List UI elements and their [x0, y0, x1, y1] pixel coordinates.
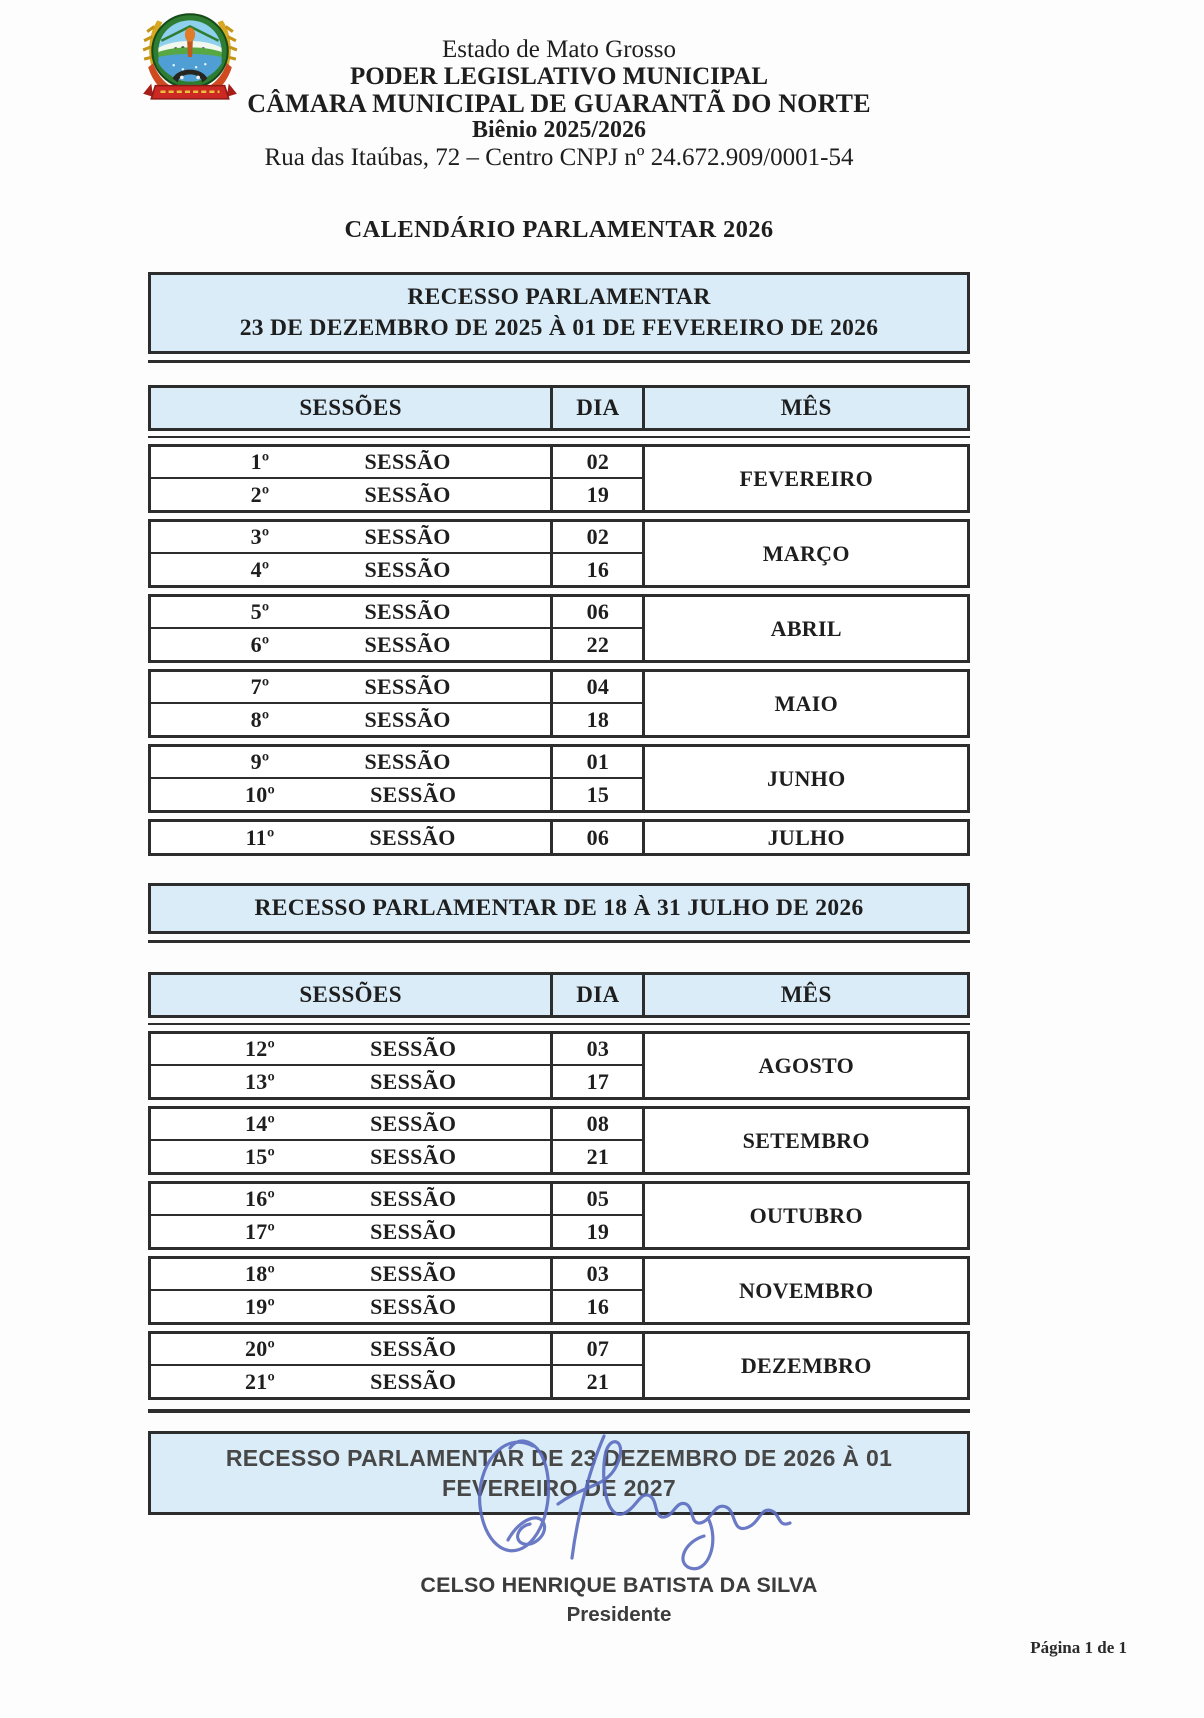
session-ordinal: 2º — [250, 481, 270, 507]
session-word: SESSÃO — [370, 1368, 457, 1394]
session-word: SESSÃO — [364, 631, 451, 657]
session-cell — [151, 672, 553, 704]
session-word: SESSÃO — [370, 1293, 457, 1319]
table-body — [148, 444, 970, 856]
chamber-name: CÂMARA MUNICIPAL DE GUARANTÃ DO NORTE — [247, 89, 871, 118]
day-cell: 19 — [553, 479, 645, 510]
session-ordinal: 1º — [250, 449, 270, 474]
session-ordinal: 15º — [244, 1143, 276, 1169]
month-group — [148, 1181, 970, 1250]
session-ordinal: 18º — [244, 1261, 276, 1286]
recess-banner-3 — [148, 1431, 970, 1515]
month-cell: JUNHO — [766, 765, 846, 791]
session-cell — [151, 1066, 553, 1097]
session-cell — [151, 1216, 553, 1247]
day-cell: 01 — [553, 747, 645, 779]
recess-banner-1 — [148, 272, 970, 354]
session-ordinal: 5º — [250, 599, 270, 624]
session-cell — [151, 597, 553, 629]
sessions-table-second-semester — [148, 972, 970, 1400]
month-group — [148, 1106, 970, 1175]
state-name: Estado de Mato Grosso — [442, 36, 676, 63]
signer-role: Presidente — [566, 1603, 672, 1626]
day-cell: 03 — [553, 1034, 645, 1066]
month-cell: NOVEMBRO — [739, 1277, 874, 1303]
session-cell — [151, 1259, 553, 1291]
session-word: SESSÃO — [370, 1111, 457, 1136]
day-cell: 02 — [553, 447, 645, 479]
letterhead — [148, 0, 970, 184]
session-word: SESSÃO — [364, 556, 451, 582]
month-group — [148, 1031, 970, 1100]
session-word: SESSÃO — [369, 824, 456, 850]
month-group — [148, 519, 970, 588]
coat-of-arms-logo — [134, 2, 246, 106]
session-cell — [151, 1034, 553, 1066]
biennium: Biênio 2025/2026 — [471, 117, 646, 143]
session-word: SESSÃO — [370, 1261, 457, 1286]
recess-banner-2 — [148, 883, 970, 934]
legislative-branch: PODER LEGISLATIVO MUNICIPAL — [349, 63, 769, 90]
session-ordinal: 20º — [244, 1336, 276, 1361]
session-word: SESSÃO — [364, 449, 451, 474]
month-cell: AGOSTO — [758, 1052, 854, 1078]
session-word: SESSÃO — [370, 1218, 457, 1244]
session-cell — [151, 447, 553, 479]
recess-banner-2-text: RECESSO PARLAMENTAR DE 18 À 31 JULHO DE 2026 — [254, 895, 864, 921]
month-group — [148, 594, 970, 663]
day-cell: 18 — [553, 704, 645, 735]
month-group — [148, 1331, 970, 1400]
month-cell: MAIO — [774, 690, 838, 716]
letterhead-text — [148, 36, 970, 171]
column-header-month: MÊS — [780, 982, 832, 1007]
month-group — [148, 819, 970, 856]
month-cell: MARÇO — [762, 540, 850, 566]
session-cell — [151, 747, 553, 779]
month-cell: JULHO — [767, 824, 845, 850]
session-ordinal: 13º — [244, 1068, 276, 1094]
session-ordinal: 3º — [250, 524, 270, 549]
session-ordinal: 14º — [244, 1111, 276, 1136]
recess-banner-3-line2: FEVEREIRO DE 2027 — [442, 1475, 676, 1501]
session-cell — [151, 1291, 553, 1322]
session-word: SESSÃO — [370, 1068, 457, 1094]
signer-name: CELSO HENRIQUE BATISTA DA SILVA — [420, 1573, 818, 1597]
table-header-row — [148, 385, 970, 431]
rule-under-banner-1 — [148, 360, 970, 363]
day-cell: 21 — [553, 1366, 645, 1397]
rule-under-banner-2 — [148, 940, 970, 943]
session-cell — [151, 522, 553, 554]
session-ordinal: 16º — [244, 1186, 276, 1211]
column-header-day: DIA — [553, 975, 645, 1015]
day-cell: 17 — [553, 1066, 645, 1097]
session-word: SESSÃO — [370, 1186, 457, 1211]
session-ordinal: 21º — [244, 1368, 276, 1394]
day-cell: 22 — [553, 629, 645, 660]
month-cell: FEVEREIRO — [739, 465, 873, 491]
session-cell — [151, 1184, 553, 1216]
month-cell: SETEMBRO — [742, 1127, 870, 1153]
session-ordinal: 4º — [250, 556, 270, 582]
session-cell — [151, 554, 553, 585]
month-cell: DEZEMBRO — [740, 1352, 872, 1378]
session-ordinal: 10º — [244, 781, 276, 807]
month-cell: OUTUBRO — [749, 1202, 863, 1228]
signature-block — [208, 1573, 1030, 1627]
column-header-day: DIA — [553, 388, 645, 428]
sessions-table-first-semester — [148, 385, 970, 856]
day-cell: 04 — [553, 672, 645, 704]
month-group — [148, 669, 970, 738]
session-cell — [151, 1109, 553, 1141]
day-cell: 03 — [553, 1259, 645, 1291]
session-cell — [151, 1141, 553, 1172]
address-cnpj: Rua das Itaúbas, 72 – Centro CNPJ nº 24.672.909/0001-54 — [264, 144, 854, 171]
session-cell — [151, 704, 553, 735]
session-cell — [151, 779, 553, 810]
recess-banner-3-line1: RECESSO PARLAMENTAR DE 23 DEZEMBRO DE 2026 À 01 — [225, 1445, 893, 1471]
session-ordinal: 19º — [244, 1293, 276, 1319]
month-cell: ABRIL — [770, 615, 842, 641]
session-ordinal: 17º — [244, 1218, 276, 1244]
day-cell: 07 — [553, 1334, 645, 1366]
rule-under-table-header — [148, 436, 970, 438]
document-title: CALENDÁRIO PARLAMENTAR 2026 — [344, 216, 774, 243]
session-word: SESSÃO — [370, 781, 457, 807]
session-cell — [151, 1334, 553, 1366]
month-group — [148, 1256, 970, 1325]
day-cell: 21 — [553, 1141, 645, 1172]
month-group — [148, 744, 970, 813]
session-ordinal: 11º — [245, 824, 275, 850]
day-cell: 08 — [553, 1109, 645, 1141]
day-cell: 19 — [553, 1216, 645, 1247]
page-number: Página 1 de 1 — [1030, 1638, 1127, 1657]
day-cell: 15 — [553, 779, 645, 810]
day-cell: 02 — [553, 522, 645, 554]
session-cell — [151, 479, 553, 510]
session-cell — [151, 822, 553, 853]
session-ordinal: 12º — [244, 1036, 276, 1061]
session-ordinal: 6º — [250, 631, 270, 657]
recess-banner-1-line1: RECESSO PARLAMENTAR — [407, 284, 711, 310]
session-word: SESSÃO — [370, 1143, 457, 1169]
session-word: SESSÃO — [364, 481, 451, 507]
recess-banner-1-line2: 23 DE DEZEMBRO DE 2025 À 01 DE FEVEREIRO DE 2026 — [239, 315, 879, 341]
table-header-row — [148, 972, 970, 1018]
session-ordinal: 9º — [250, 749, 270, 774]
day-cell: 16 — [553, 1291, 645, 1322]
session-word: SESSÃO — [364, 599, 451, 624]
day-cell: 16 — [553, 554, 645, 585]
session-ordinal: 7º — [250, 674, 270, 699]
session-cell — [151, 629, 553, 660]
day-cell: 05 — [553, 1184, 645, 1216]
table-body — [148, 1031, 970, 1400]
session-cell — [151, 1366, 553, 1397]
rule-under-table-2 — [148, 1409, 970, 1413]
session-word: SESSÃO — [364, 706, 451, 732]
column-header-sessions: SESSÕES — [151, 388, 553, 428]
column-header-sessions: SESSÕES — [151, 975, 553, 1015]
rule-under-table-header — [148, 1023, 970, 1025]
day-cell: 06 — [553, 597, 645, 629]
session-word: SESSÃO — [370, 1036, 457, 1061]
session-word: SESSÃO — [364, 524, 451, 549]
session-word: SESSÃO — [370, 1336, 457, 1361]
session-word: SESSÃO — [364, 674, 451, 699]
month-group — [148, 444, 970, 513]
column-header-month: MÊS — [780, 395, 832, 420]
session-word: SESSÃO — [364, 749, 451, 774]
day-cell: 06 — [553, 822, 645, 853]
session-ordinal: 8º — [250, 706, 270, 732]
